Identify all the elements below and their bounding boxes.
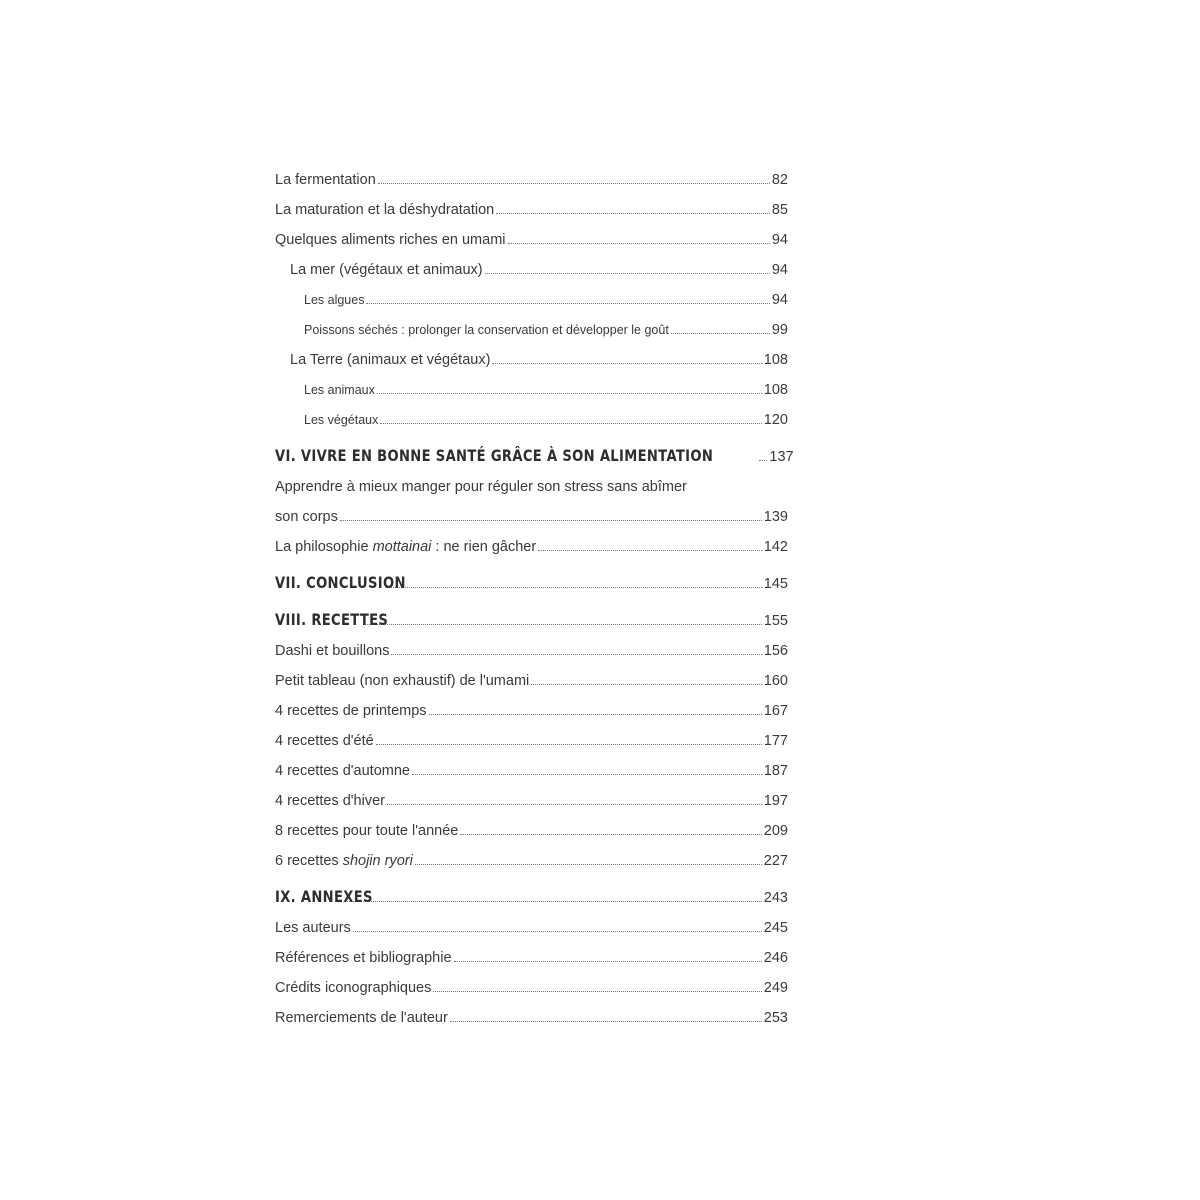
dot-leader [380, 422, 761, 424]
section-title: IX. ANNEXES [275, 887, 373, 906]
toc-entry-label: Références et bibliographie [275, 950, 452, 966]
toc-page-number: 85 [771, 202, 788, 218]
toc-page-number: 177 [763, 733, 788, 749]
dot-leader [492, 362, 761, 364]
toc-entry [275, 918, 788, 938]
label-text: La philosophie [275, 539, 373, 555]
toc-page-number: 108 [763, 352, 788, 368]
toc-entry [275, 537, 788, 557]
toc-page-number: 94 [771, 292, 788, 308]
dot-leader [363, 623, 762, 625]
label-italic-text: mottainai [372, 539, 432, 555]
toc-entry-label: La fermentation [275, 172, 376, 188]
dot-leader [433, 990, 761, 992]
toc-subsubentry [275, 290, 788, 310]
toc-page-number: 249 [763, 980, 788, 996]
toc-page-number: 155 [763, 613, 788, 629]
toc-subentry [275, 260, 788, 280]
label-text: : ne rien gâcher [431, 539, 537, 555]
table-of-contents [275, 164, 794, 1028]
toc-entry-label: Les animaux [304, 383, 375, 397]
toc-page-number: 99 [771, 322, 788, 338]
toc-entry-label: 4 recettes d'automne [275, 763, 410, 779]
dot-leader [429, 713, 762, 715]
section-title: VII. CONCLUSION [275, 573, 406, 592]
toc-page-number: 243 [763, 890, 788, 906]
toc-entry [275, 671, 788, 691]
dot-leader [387, 803, 762, 805]
toc-subsubentry [275, 320, 788, 340]
toc-entry [275, 948, 788, 968]
toc-page-number: 209 [763, 823, 788, 839]
toc-entry-label-line2: son corps [275, 509, 338, 525]
dot-leader [344, 900, 762, 902]
toc-entry [275, 641, 788, 661]
dot-leader [378, 182, 770, 184]
section-title: VIII. RECETTES [275, 610, 389, 629]
section-title: VI. VIVRE EN BONNE SANTÉ GRÂCE À SON ALIMENTATION [275, 446, 714, 465]
toc-page-number: 245 [763, 920, 788, 936]
toc-entry-label [275, 537, 536, 557]
toc-subentry [275, 350, 788, 370]
dot-leader [671, 332, 770, 334]
toc-section-heading [275, 887, 788, 908]
toc-entry [275, 791, 788, 811]
dot-leader [460, 833, 761, 835]
toc-entry-label: La mer (végétaux et animaux) [290, 262, 483, 278]
toc-page-number: 187 [763, 763, 788, 779]
toc-entry-label: Les algues [304, 293, 365, 307]
toc-entry-label: Quelques aliments riches en umami [275, 232, 506, 248]
dot-leader [759, 459, 767, 461]
toc-entry-label: La Terre (animaux et végétaux) [290, 352, 491, 368]
dot-leader [508, 242, 770, 244]
toc-page-number: 139 [763, 509, 788, 525]
toc-entry-label: 4 recettes de printemps [275, 703, 427, 719]
dot-leader [391, 653, 761, 655]
toc-entry [275, 761, 788, 781]
dot-leader [538, 549, 762, 551]
toc-subsubentry [275, 380, 788, 400]
toc-entry-label [275, 851, 413, 871]
toc-page-number: 142 [763, 539, 788, 555]
toc-page-number: 120 [763, 412, 788, 428]
dot-leader [353, 930, 762, 932]
dot-leader [531, 683, 762, 685]
toc-page-number: 167 [763, 703, 788, 719]
toc-entry [275, 701, 788, 721]
dot-leader [450, 1020, 762, 1022]
toc-entry-label: Poissons séchés : prolonger la conservation et développer le goût [304, 323, 669, 337]
dot-leader [415, 863, 762, 865]
dot-leader [412, 773, 762, 775]
label-text: 6 recettes [275, 853, 343, 869]
toc-section-heading [275, 610, 788, 631]
toc-entry [275, 978, 788, 998]
toc-entry-label: 4 recettes d'hiver [275, 793, 385, 809]
toc-page-number: 94 [771, 232, 788, 248]
toc-entry [275, 507, 788, 527]
toc-page-number: 197 [763, 793, 788, 809]
toc-entry-label: Les végétaux [304, 413, 379, 427]
toc-page-number: 94 [771, 262, 788, 278]
toc-entry-label: Remerciements de l'auteur [275, 1010, 448, 1026]
toc-entry [275, 230, 788, 250]
dot-leader [496, 212, 770, 214]
dot-leader [385, 586, 762, 588]
toc-page-number: 227 [763, 853, 788, 869]
toc-entry-label-line1: Apprendre à mieux manger pour réguler son stress sans abîmer [275, 479, 687, 495]
toc-entry-label: 8 recettes pour toute l'année [275, 823, 459, 839]
toc-entry [275, 731, 788, 751]
toc-entry-label: La maturation et la déshydratation [275, 202, 495, 218]
toc-page-number: 253 [763, 1010, 788, 1026]
label-italic-text: shojin ryori [342, 853, 413, 869]
toc-page-number: 137 [769, 449, 794, 465]
dot-leader [485, 272, 770, 274]
toc-entry [275, 1008, 788, 1028]
dot-leader [366, 302, 769, 304]
toc-entry [275, 851, 788, 871]
toc-entry [275, 200, 788, 220]
toc-entry [275, 170, 788, 190]
toc-page-number: 82 [771, 172, 788, 188]
dot-leader [376, 743, 762, 745]
toc-entry-label: Dashi et bouillons [275, 643, 390, 659]
toc-page-number: 156 [763, 643, 788, 659]
toc-entry-multiline [275, 477, 788, 527]
toc-section-heading [275, 573, 788, 594]
toc-page-number: 145 [763, 576, 788, 592]
toc-entry [275, 821, 788, 841]
toc-section-heading [275, 446, 794, 467]
toc-page-number: 160 [763, 673, 788, 689]
toc-page-number: 246 [763, 950, 788, 966]
toc-entry-label: Les auteurs [275, 920, 351, 936]
dot-leader [377, 392, 762, 394]
dot-leader [340, 519, 762, 521]
toc-entry-label: Crédits iconographiques [275, 980, 432, 996]
toc-page-number: 108 [763, 382, 788, 398]
toc-entry-label: 4 recettes d'été [275, 733, 374, 749]
dot-leader [454, 960, 762, 962]
toc-subsubentry [275, 410, 788, 430]
toc-entry-label: Petit tableau (non exhaustif) de l'umami [275, 673, 530, 689]
